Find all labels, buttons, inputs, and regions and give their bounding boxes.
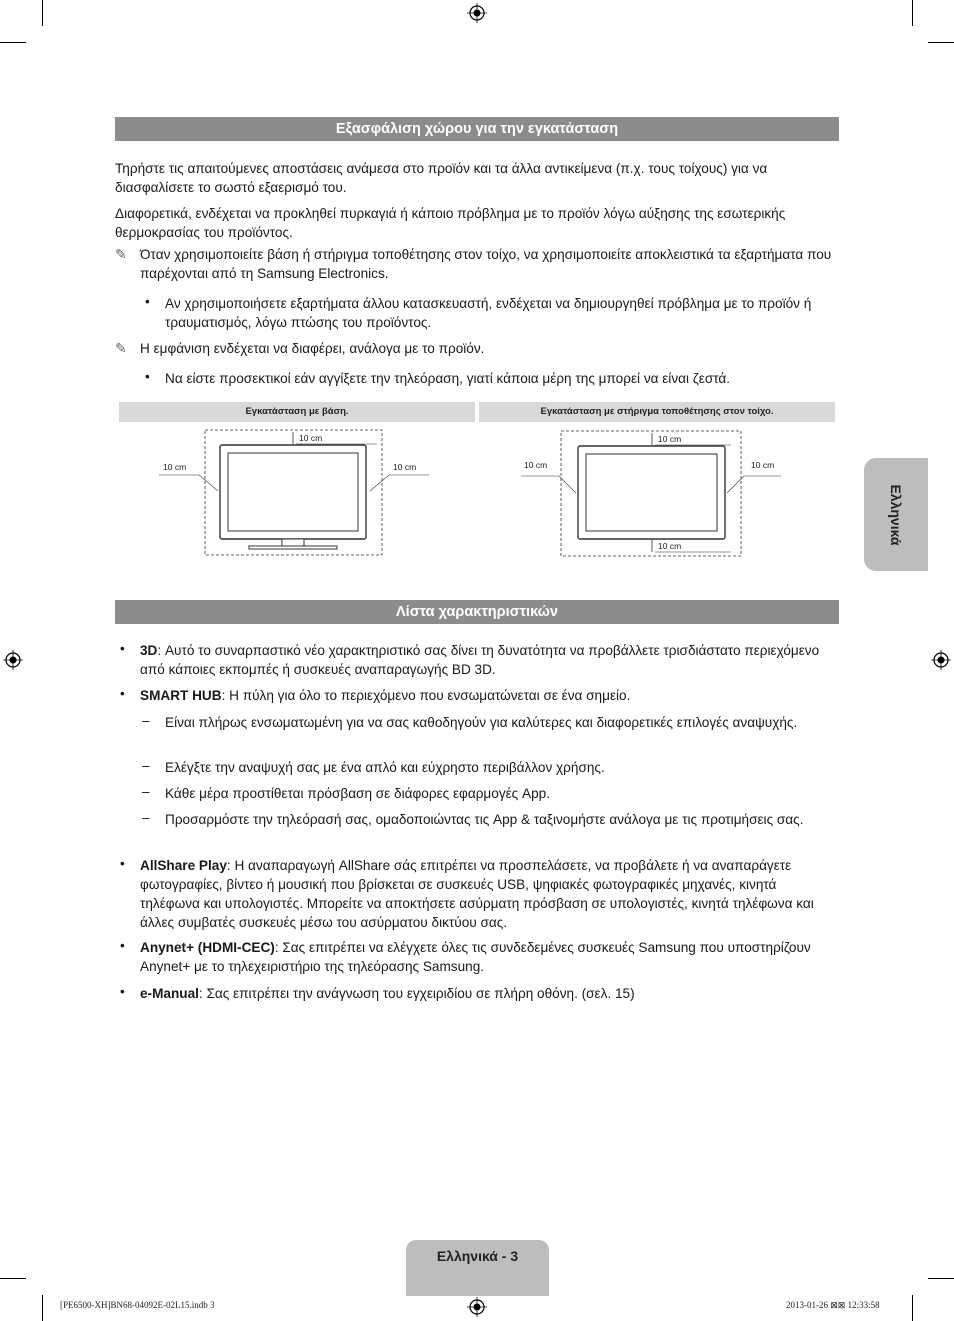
bullet-icon: •: [120, 938, 125, 953]
section-title-features: Λίστα χαρακτηριστικών: [115, 600, 839, 624]
bullet-icon: •: [120, 641, 125, 656]
note-samsung-parts: Όταν χρησιμοποιείτε βάση ή στήριγμα τοποθέτησης στον τοίχο, να χρησιμοποιείτε αποκλειστικά τα εξαρτήματα που παρέχονται από τη Samsung Electronics.: [140, 247, 832, 281]
feature-description: : Η αναπαραγωγή AllShare σάς επιτρέπει να προσπελάσετε, να προβάλετε ή να αναπαράγετε φωτογραφίες, βίντεο ή μουσική που βρίσκεται σε συσκευές USB, ψηφιακές φωτογραφικές μηχανές, κινητά τηλέφωνα και υπολογιστές. Μπορείτε να αποκτήσετε ασύρματη πρόσβαση σε υπολογιστές, κινητά τηλέφωνα και άλλες συμβατές συσκευές μέσω του ασύρματου δικτύου σας.: [140, 858, 814, 930]
smart-hub-subitem: Είναι πλήρως ενσωματωμένη για να σας καθοδηγούν για καλύτερες και διαφορετικές επιλογές αναψυχής.: [165, 715, 798, 730]
dash-icon: –: [142, 810, 150, 825]
crop-mark: [928, 42, 954, 43]
bullet-icon: •: [120, 984, 125, 999]
crop-mark: [42, 1295, 43, 1321]
dash-icon: –: [142, 758, 150, 773]
note-appearance: Η εμφάνιση ενδέχεται να διαφέρει, ανάλογα με το προϊόν.: [140, 341, 485, 356]
dimension-left-label: 10 cm: [524, 460, 548, 470]
registration-mark-icon: [931, 650, 951, 670]
note-pencil-icon: ✎: [115, 246, 127, 262]
feature-smart-hub: [140, 686, 840, 705]
dash-icon: –: [142, 713, 150, 728]
feature-e-manual: [140, 984, 840, 1003]
paragraph-distances: Τηρήστε τις απαιτούμενες αποστάσεις ανάμεσα στο προϊόν και τα άλλα αντικείμενα (π.χ. τους τοίχους) για να διασφαλίσετε το σωστό εξαερισμό του.: [115, 161, 768, 195]
feature-description: : Σας επιτρέπει την ανάγνωση του εγχειριδίου σε πλήρη οθόνη. (σελ. 15): [198, 986, 635, 1001]
registration-mark-icon: [467, 1297, 487, 1317]
registration-mark-icon: [467, 3, 487, 23]
smart-hub-subitem: Ελέγξτε την αναψυχή σας με ένα απλό και εύχρηστο περιβάλλον χρήσης.: [165, 760, 605, 775]
bullet-icon: •: [145, 294, 150, 309]
bullet-icon: •: [145, 369, 150, 384]
tv-stand-illustration: [119, 424, 475, 559]
tv-wall-illustration: [479, 424, 835, 559]
dimension-right-label: 10 cm: [393, 462, 417, 472]
figure-wall-installation: [479, 424, 835, 559]
feature-name: e-Manual: [140, 986, 199, 1001]
language-side-tab-label: Ελληνικά: [888, 483, 904, 546]
crop-mark: [0, 1278, 26, 1279]
bullet-other-manufacturer: Αν χρησιμοποιήσετε εξαρτήματα άλλου κατασκευαστή, ενδέχεται να δημιουργηθεί πρόβλημα με το προϊόν ή τραυματισμός, λόγω πτώσης του προϊόντος.: [165, 296, 812, 330]
figure-title-stand: Εγκατάσταση με βάση.: [119, 402, 475, 422]
dash-icon: –: [142, 784, 150, 799]
crop-mark: [0, 42, 26, 43]
bullet-hot-parts: Να είστε προσεκτικοί εάν αγγίξετε την τηλεόραση, γιατί κάποια μέρη της μπορεί να είναι ζεστά.: [165, 371, 731, 386]
language-side-tab: [864, 458, 928, 571]
dimension-top-label: 10 cm: [658, 434, 682, 444]
feature-name: 3D: [140, 643, 158, 658]
feature-name: SMART HUB: [140, 688, 222, 703]
footer-timestamp: 2013-01-26 ⊠⊠ 12:33:58: [786, 1300, 880, 1310]
crop-mark: [42, 0, 43, 26]
page-number-tab: [406, 1240, 549, 1296]
feature-anynet: [140, 938, 840, 976]
bullet-icon: •: [120, 686, 125, 701]
crop-mark: [912, 1295, 913, 1321]
page-number-label: Ελληνικά - 3: [436, 1248, 519, 1264]
feature-description: : Η πύλη για όλο το περιεχόμενο που ενσωματώνεται σε ένα σημείο.: [221, 688, 631, 703]
feature-name: AllShare Play: [140, 858, 227, 873]
registration-mark-icon: [3, 650, 23, 670]
crop-mark: [912, 0, 913, 26]
feature-description: : Σας επιτρέπει να ελέγχετε όλες τις συνδεδεμένες συσκευές Samsung που υποστηρίζουν Anynet+ με το τηλεχειριστήριο της τηλεόρασης Samsung.: [140, 940, 811, 974]
paragraph-fire-warning: Διαφορετικά, ενδέχεται να προκληθεί πυρκαγιά ή κάποιο πρόβλημα με το προϊόν λόγω αύξησης της εσωτερικής θερμοκρασίας του προϊόντος.: [115, 206, 786, 240]
crop-mark: [928, 1278, 954, 1279]
feature-3d: [140, 641, 840, 679]
dimension-bottom-label: 10 cm: [658, 541, 682, 551]
feature-name: Anynet+ (HDMI-CEC): [140, 940, 275, 955]
feature-description: : Αυτό το συναρπαστικό νέο χαρακτηριστικό σας δίνει τη δυνατότητα να προβάλλετε τρισδιάστατο περιεχόμενο από κάποιες εκπομπές ή συσκευές αναπαραγωγής BD 3D.: [140, 643, 820, 677]
dimension-top-label: 10 cm: [299, 433, 323, 443]
dimension-left-label: 10 cm: [163, 462, 187, 472]
figure-stand-installation: [119, 424, 475, 559]
smart-hub-subitem: Προσαρμόστε την τηλεόρασή σας, ομαδοποιώντας τις App & ταξινομήστε ανάλογα με τις προτιμήσεις σας.: [165, 812, 804, 827]
feature-allshare-play: [140, 856, 840, 932]
bullet-icon: •: [120, 856, 125, 871]
figure-title-wall: Εγκατάσταση με στήριγμα τοποθέτησης στον τοίχο.: [479, 402, 835, 422]
dimension-right-label: 10 cm: [751, 460, 775, 470]
section-title-installation-space: Εξασφάλιση χώρου για την εγκατάσταση: [115, 117, 839, 141]
footer-file-info: [PE6500-XH]BN68-04092E-02L15.indb 3: [60, 1300, 215, 1310]
smart-hub-subitem: Κάθε μέρα προστίθεται πρόσβαση σε διάφορες εφαρμογές App.: [165, 786, 550, 801]
note-pencil-icon: ✎: [115, 340, 127, 356]
